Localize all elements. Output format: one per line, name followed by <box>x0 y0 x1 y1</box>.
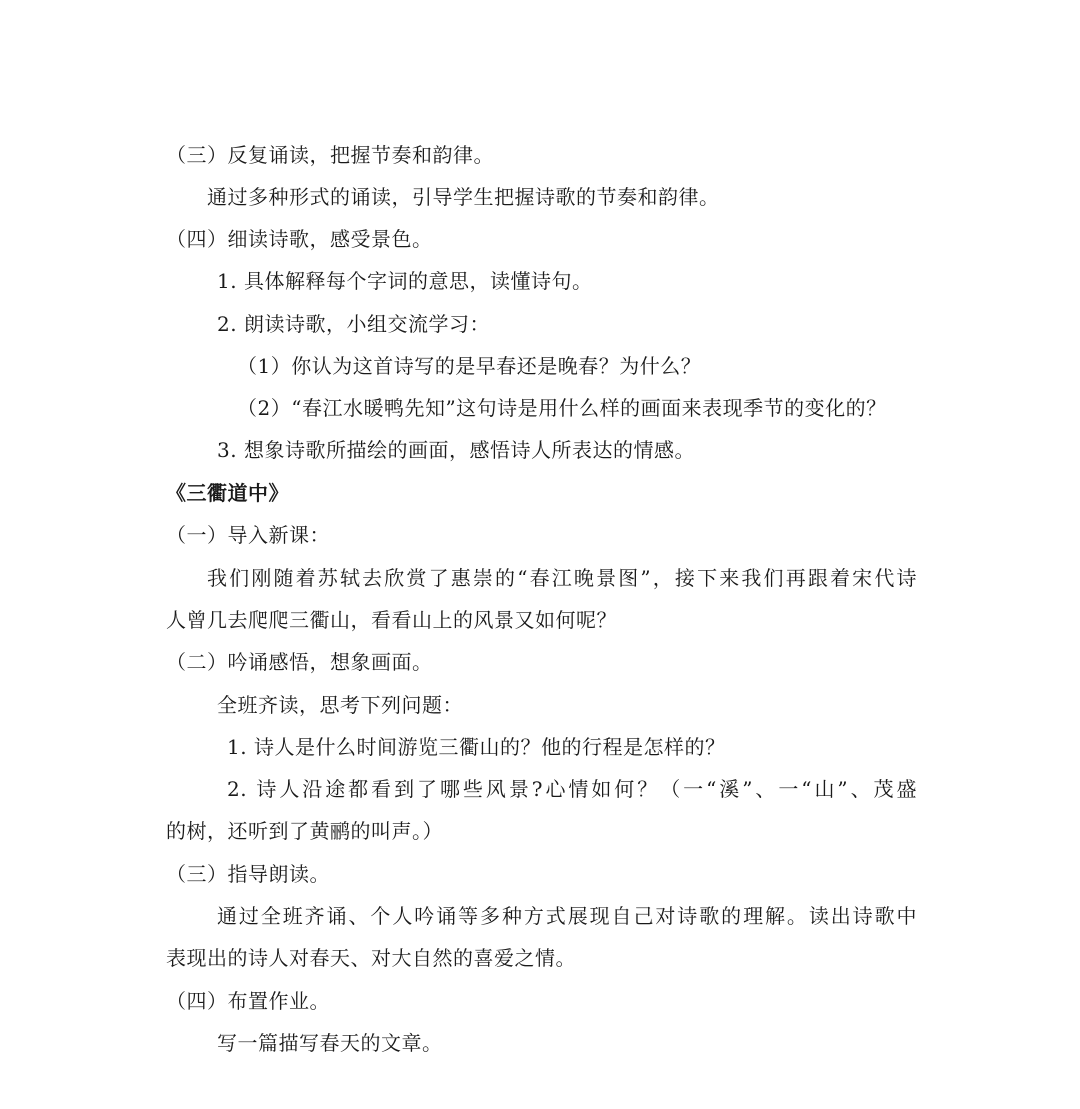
list-item: 2. 诗人沿途都看到了哪些风景?心情如何？（一“溪”、一“山”、茂盛 <box>227 777 917 801</box>
section-heading: （三）反复诵读，把握节奏和韵律。 <box>166 143 494 167</box>
paragraph-line: 通过多种形式的诵读，引导学生把握诗歌的节奏和韵律。 <box>207 185 720 209</box>
list-item: 3. 想象诗歌所描绘的画面，感悟诗人所表达的情感。 <box>217 438 695 462</box>
sub-list-item: （2）“春江水暖鸭先知”这句诗是用什么样的画面来表现季节的变化的？ <box>237 396 887 420</box>
section-heading: （四）布置作业。 <box>166 989 330 1013</box>
paragraph-line: 通过全班齐诵、个人吟诵等多种方式展现自己对诗歌的理解。读出诗歌中 <box>217 904 917 928</box>
paragraph-line: 人曾几去爬爬三衢山，看看山上的风景又如何呢？ <box>166 608 617 632</box>
paragraph-line: 写一篇描写春天的文章。 <box>217 1031 443 1055</box>
paragraph-line: 的树，还听到了黄鹂的叫声。） <box>166 819 443 843</box>
section-heading: （二）吟诵感悟，想象画面。 <box>166 650 433 674</box>
poem-title: 《三衢道中》 <box>166 481 289 505</box>
section-heading: （三）指导朗读。 <box>166 862 330 886</box>
section-heading: （一）导入新课： <box>166 523 330 547</box>
sub-list-item: （1）你认为这首诗写的是早春还是晚春？为什么？ <box>237 354 702 378</box>
paragraph-line: 我们刚随着苏轼去欣赏了惠崇的“春江晚景图”，接下来我们再跟着宋代诗 <box>207 566 917 590</box>
paragraph-line: 表现出的诗人对春天、对大自然的喜爱之情。 <box>166 946 576 970</box>
list-item: 1. 诗人是什么时间游览三衢山的？他的行程是怎样的？ <box>227 735 726 759</box>
list-item: 2. 朗读诗歌，小组交流学习： <box>217 312 490 336</box>
paragraph-line: 全班齐读，思考下列问题： <box>217 693 463 717</box>
list-item: 1. 具体解释每个字词的意思，读懂诗句。 <box>217 269 593 293</box>
section-heading: （四）细读诗歌，感受景色。 <box>166 227 433 251</box>
